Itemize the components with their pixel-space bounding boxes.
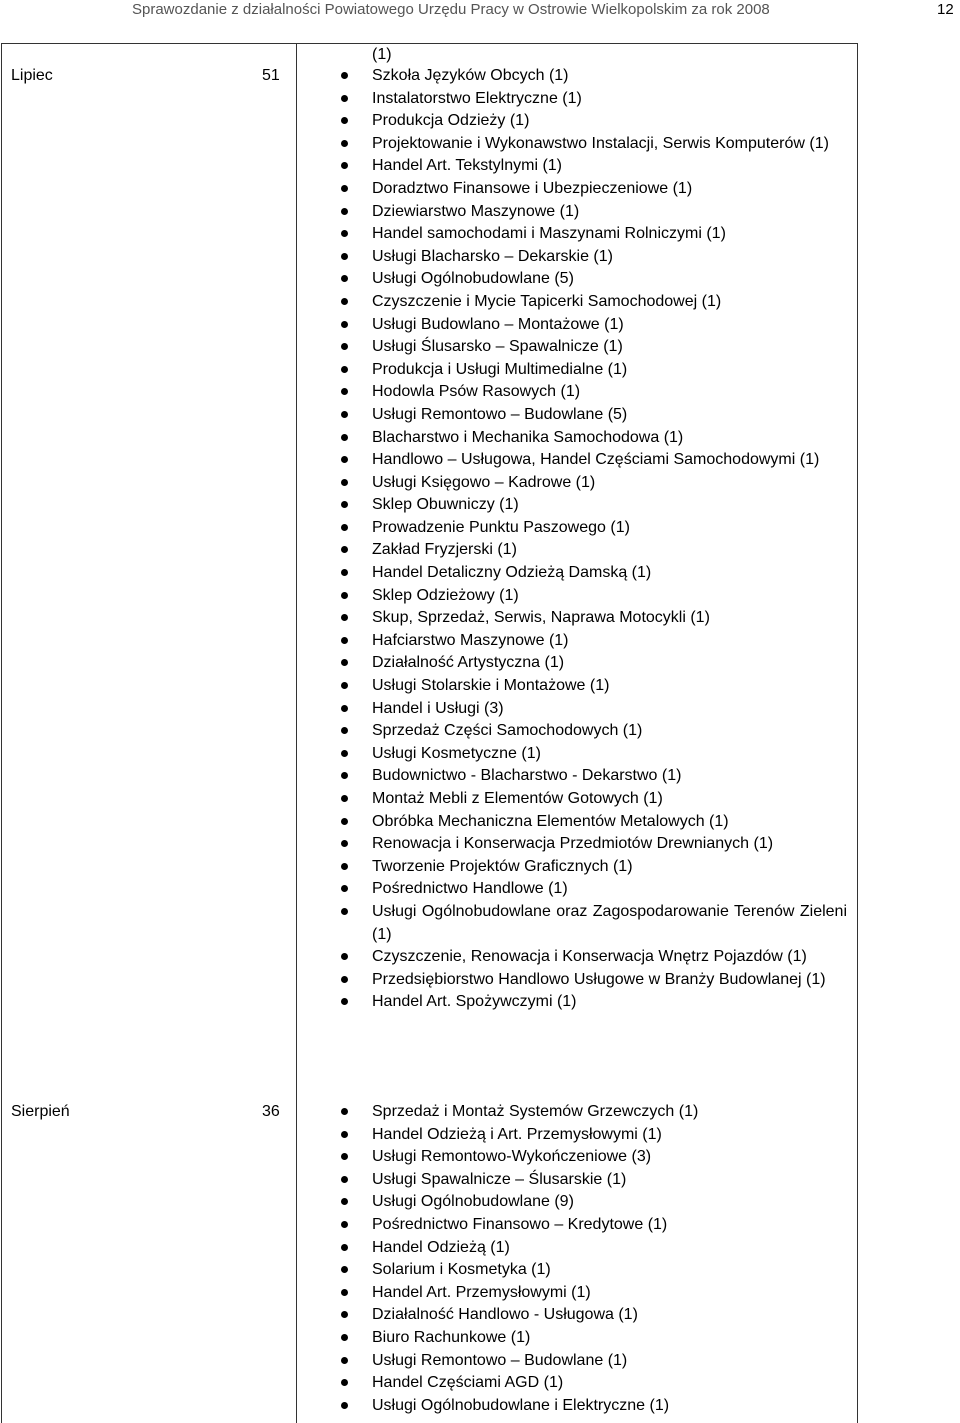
activity-label: Solarium i Kosmetyka (1) bbox=[372, 1261, 551, 1279]
bullet-icon bbox=[341, 1198, 348, 1205]
bullet-icon bbox=[341, 546, 348, 553]
list-item bbox=[341, 517, 847, 540]
activity-label: Usługi Spawalnicze – Ślusarskie (1) bbox=[372, 1170, 627, 1188]
activity-label: Usługi Remontowo-Wykończeniowe (3) bbox=[372, 1148, 652, 1166]
bullet-icon bbox=[341, 343, 348, 350]
list-item bbox=[341, 652, 847, 675]
report-title: Sprawozdanie z działalności Powiatowego Urzędu Pracy w Ostrowie Wielkopolskim za rok 2008 bbox=[132, 1, 770, 18]
activity-list bbox=[341, 1101, 847, 1417]
activity-label: Handel Odzieżą i Art. Przemysłowymi (1) bbox=[372, 1125, 662, 1143]
month-name: Lipiec bbox=[11, 67, 53, 84]
activity-label: Przedsiębiorstwo Handlowo Usługowe w Branży Budowlanej (1) bbox=[372, 970, 826, 988]
bullet-icon bbox=[341, 321, 348, 328]
bullet-icon bbox=[341, 524, 348, 531]
activity-label: Pośrednictwo Handlowe (1) bbox=[372, 880, 568, 898]
list-item bbox=[341, 178, 847, 201]
bullet-icon bbox=[341, 434, 348, 441]
list-item bbox=[341, 946, 847, 969]
bullet-icon bbox=[341, 727, 348, 734]
bullet-icon bbox=[341, 772, 348, 779]
activity-label: Prowadzenie Punktu Paszowego (1) bbox=[372, 518, 630, 536]
bullet-icon bbox=[341, 705, 348, 712]
activity-list bbox=[341, 65, 847, 1014]
bullet-icon bbox=[341, 253, 348, 260]
list-item bbox=[341, 65, 847, 88]
list-item bbox=[341, 788, 847, 811]
bullet-icon bbox=[341, 614, 348, 621]
list-item bbox=[341, 833, 847, 856]
bullet-icon bbox=[341, 1402, 348, 1409]
list-item bbox=[341, 1304, 847, 1327]
bullet-icon bbox=[341, 998, 348, 1005]
activity-label: Handel Art. Spożywczymi (1) bbox=[372, 993, 577, 1011]
bullet-icon bbox=[341, 185, 348, 192]
bullet-icon bbox=[341, 569, 348, 576]
bullet-icon bbox=[341, 1379, 348, 1386]
page-number: 12 bbox=[937, 1, 954, 18]
bullet-icon bbox=[341, 750, 348, 757]
activity-label: Skup, Sprzedaż, Serwis, Naprawa Motocykli (1) bbox=[372, 609, 710, 627]
activity-label: Dziewiarstwo Maszynowe (1) bbox=[372, 202, 580, 220]
bullet-icon bbox=[341, 1176, 348, 1183]
activity-label: Usługi Kosmetyczne (1) bbox=[372, 744, 541, 762]
list-item bbox=[341, 1101, 847, 1124]
list-item bbox=[341, 1282, 847, 1305]
bullet-icon bbox=[341, 95, 348, 102]
activity-label: Handel i Usługi (3) bbox=[372, 699, 504, 717]
list-item bbox=[341, 494, 847, 517]
bullet-icon bbox=[341, 140, 348, 147]
continuation-text: (1) bbox=[372, 46, 392, 63]
column-divider bbox=[296, 43, 297, 1423]
bullet-icon bbox=[341, 1266, 348, 1273]
activity-label: Blacharstwo i Mechanika Samochodowa (1) bbox=[372, 428, 684, 446]
bullet-icon bbox=[341, 863, 348, 870]
activity-label: Czyszczenie, Renowacja i Konserwacja Wnętrz Pojazdów (1) bbox=[372, 948, 807, 966]
list-item bbox=[341, 88, 847, 111]
activity-label: Doradztwo Finansowe i Ubezpieczeniowe (1) bbox=[372, 179, 693, 197]
activity-label: Sprzedaż i Montaż Systemów Grzewczych (1) bbox=[372, 1103, 699, 1120]
month-count: 36 bbox=[262, 1103, 280, 1120]
list-item bbox=[341, 223, 847, 246]
bullet-icon bbox=[341, 501, 348, 508]
bullet-icon bbox=[341, 275, 348, 282]
activity-label: Handel samochodami i Maszynami Rolniczymi (1) bbox=[372, 225, 726, 243]
bullet-icon bbox=[341, 659, 348, 666]
bullet-icon bbox=[341, 1289, 348, 1296]
month-name: Sierpień bbox=[11, 1103, 70, 1120]
bullet-icon bbox=[341, 1108, 348, 1115]
activity-label: Pośrednictwo Finansowo – Kredytowe (1) bbox=[372, 1215, 668, 1233]
activity-label: Handel Art. Przemysłowymi (1) bbox=[372, 1283, 591, 1301]
bullet-icon bbox=[341, 795, 348, 802]
bullet-icon bbox=[341, 162, 348, 169]
list-item bbox=[341, 268, 847, 291]
activity-label: Instalatorstwo Elektryczne (1) bbox=[372, 89, 582, 107]
bullet-icon bbox=[341, 1153, 348, 1160]
bullet-icon bbox=[341, 1334, 348, 1341]
activity-label: Działalność Handlowo - Usługowa (1) bbox=[372, 1306, 638, 1324]
activity-label: Produkcja Odzieży (1) bbox=[372, 112, 530, 130]
list-item bbox=[341, 630, 847, 653]
list-item bbox=[341, 110, 847, 133]
bullet-icon bbox=[341, 976, 348, 983]
activity-label: Działalność Artystyczna (1) bbox=[372, 654, 565, 672]
list-item bbox=[341, 1214, 847, 1237]
bullet-icon bbox=[341, 908, 348, 915]
list-item bbox=[341, 133, 847, 156]
list-item bbox=[341, 743, 847, 766]
page-header bbox=[0, 0, 960, 40]
activity-label: Montaż Mebli z Elementów Gotowych (1) bbox=[372, 790, 663, 807]
list-item bbox=[341, 336, 847, 359]
activity-label: Usługi Budowlano – Montażowe (1) bbox=[372, 315, 624, 333]
list-item bbox=[341, 1237, 847, 1260]
bullet-icon bbox=[341, 1311, 348, 1318]
activity-label: Projektowanie i Wykonawstwo Instalacji, Serwis Komputerów (1) bbox=[372, 134, 829, 152]
bullet-icon bbox=[341, 1221, 348, 1228]
bullet-icon bbox=[341, 298, 348, 305]
list-item bbox=[341, 1259, 847, 1282]
list-item bbox=[341, 765, 847, 788]
list-item bbox=[341, 1372, 847, 1395]
bullet-icon bbox=[341, 208, 348, 215]
list-item bbox=[341, 1350, 847, 1373]
bullet-icon bbox=[341, 840, 348, 847]
list-item bbox=[341, 811, 847, 834]
activity-label: Handel Częściami AGD (1) bbox=[372, 1374, 564, 1392]
activity-label: Hafciarstwo Maszynowe (1) bbox=[372, 631, 569, 649]
bullet-icon bbox=[341, 592, 348, 599]
bullet-icon bbox=[341, 388, 348, 395]
bullet-icon bbox=[341, 230, 348, 237]
list-item bbox=[341, 1124, 847, 1147]
list-item bbox=[341, 314, 847, 337]
list-item bbox=[341, 381, 847, 404]
list-item bbox=[341, 607, 847, 630]
list-item bbox=[341, 720, 847, 743]
list-item bbox=[341, 1395, 847, 1418]
activity-label: Zakład Fryzjerski (1) bbox=[372, 541, 517, 559]
list-item bbox=[341, 404, 847, 427]
activity-label: Renowacja i Konserwacja Przedmiotów Drewnianych (1) bbox=[372, 835, 774, 853]
bullet-icon bbox=[341, 456, 348, 463]
activity-label: Usługi Ogólnobudowlane (5) bbox=[372, 270, 574, 288]
bullet-icon bbox=[341, 366, 348, 373]
bullet-icon bbox=[341, 885, 348, 892]
activity-label: Produkcja i Usługi Multimedialne (1) bbox=[372, 360, 628, 378]
list-item bbox=[341, 585, 847, 608]
activity-label: Sklep Odzieżowy (1) bbox=[372, 586, 519, 604]
list-item bbox=[341, 562, 847, 585]
activity-label: Usługi Remontowo – Budowlane (1) bbox=[372, 1351, 628, 1369]
activity-label: Handel Detaliczny Odzieżą Damską (1) bbox=[372, 564, 652, 582]
list-item bbox=[341, 698, 847, 721]
list-item bbox=[341, 901, 847, 946]
activity-label: Usługi Remontowo – Budowlane (5) bbox=[372, 405, 628, 423]
list-item bbox=[341, 155, 847, 178]
list-item bbox=[341, 291, 847, 314]
list-item bbox=[341, 201, 847, 224]
list-item bbox=[341, 359, 847, 382]
list-item bbox=[341, 246, 847, 269]
list-item bbox=[341, 969, 847, 992]
bullet-icon bbox=[341, 117, 348, 124]
activity-label: Sprzedaż Części Samochodowych (1) bbox=[372, 722, 643, 740]
bullet-icon bbox=[341, 1357, 348, 1364]
list-item bbox=[341, 1327, 847, 1350]
activity-label: Usługi Blacharsko – Dekarskie (1) bbox=[372, 247, 613, 265]
list-item bbox=[341, 449, 847, 472]
activity-label: Tworzenie Projektów Graficznych (1) bbox=[372, 857, 633, 875]
bullet-icon bbox=[341, 682, 348, 689]
activity-label: Hodowla Psów Rasowych (1) bbox=[372, 383, 581, 401]
bullet-icon bbox=[341, 637, 348, 644]
activity-label: Usługi Stolarskie i Montażowe (1) bbox=[372, 677, 610, 695]
activity-label: Biuro Rachunkowe (1) bbox=[372, 1328, 531, 1346]
activity-label: Usługi Księgowo – Kadrowe (1) bbox=[372, 473, 596, 491]
activity-label: Handel Odzieżą (1) bbox=[372, 1238, 510, 1256]
list-item bbox=[341, 1146, 847, 1169]
activity-label: Czyszczenie i Mycie Tapicerki Samochodowej (1) bbox=[372, 292, 722, 310]
bullet-icon bbox=[341, 1131, 348, 1138]
month-count: 51 bbox=[262, 67, 280, 84]
activity-label: Handel Art. Tekstylnymi (1) bbox=[372, 157, 562, 175]
list-item bbox=[341, 1191, 847, 1214]
list-item bbox=[341, 1169, 847, 1192]
activity-label: Budownictwo - Blacharstwo - Dekarstwo (1) bbox=[372, 767, 682, 785]
bullet-icon bbox=[341, 818, 348, 825]
list-item bbox=[341, 427, 847, 450]
bullet-icon bbox=[341, 1244, 348, 1251]
list-item bbox=[341, 991, 847, 1014]
list-item bbox=[341, 675, 847, 698]
activity-label: Handlowo – Usługowa, Handel Częściami Samochodowymi (1) bbox=[372, 451, 820, 469]
activity-label: Usługi Ogólnobudowlane oraz Zagospodarowanie Terenów Zieleni (1) bbox=[372, 902, 847, 943]
activity-label: Usługi Ślusarsko – Spawalnicze (1) bbox=[372, 338, 623, 356]
bullet-icon bbox=[341, 72, 348, 79]
list-item bbox=[341, 856, 847, 879]
activity-label: Obróbka Mechaniczna Elementów Metalowych (1) bbox=[372, 812, 729, 830]
bullet-icon bbox=[341, 479, 348, 486]
list-item bbox=[341, 878, 847, 901]
activity-label: Sklep Obuwniczy (1) bbox=[372, 496, 519, 514]
bullet-icon bbox=[341, 953, 348, 960]
activity-label: Usługi Ogólnobudowlane (9) bbox=[372, 1193, 574, 1211]
list-item bbox=[341, 539, 847, 562]
list-item bbox=[341, 472, 847, 495]
bullet-icon bbox=[341, 411, 348, 418]
activity-label: Szkoła Języków Obcych (1) bbox=[372, 67, 569, 84]
activity-label: Usługi Ogólnobudowlane i Elektryczne (1) bbox=[372, 1396, 670, 1414]
